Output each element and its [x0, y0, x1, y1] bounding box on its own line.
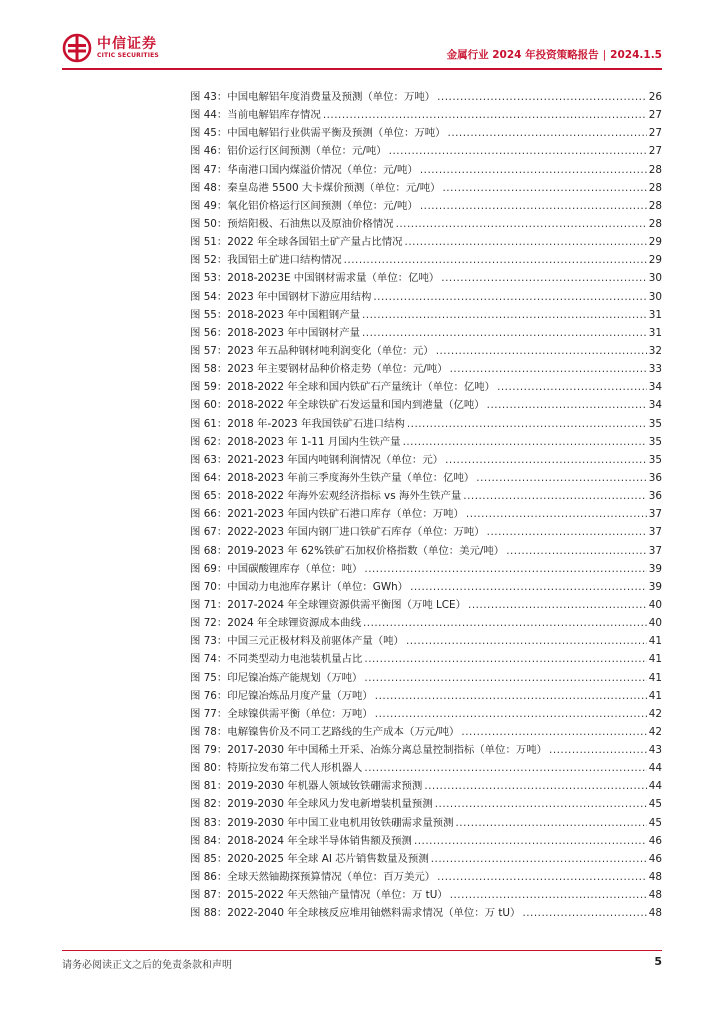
toc-entry-label: 图 55：2018-2023 年中国粗钢产量 [190, 308, 360, 321]
toc-entry[interactable] [190, 868, 662, 886]
toc-entry[interactable] [190, 596, 662, 614]
toc-entry[interactable] [190, 523, 662, 541]
toc-entry[interactable] [190, 832, 662, 850]
toc-entry-page: 41 [648, 689, 662, 702]
toc-entry[interactable] [190, 578, 662, 596]
toc-entry[interactable] [190, 342, 662, 360]
toc-entry-page: 41 [648, 635, 662, 648]
dot-leader [362, 306, 647, 324]
toc-entry[interactable] [190, 106, 662, 124]
toc-entry-label: 图 43：中国电解铝年度消费量及预测（单位：万吨） [190, 91, 436, 103]
toc-entry[interactable] [190, 161, 662, 179]
toc-entry[interactable] [190, 415, 662, 433]
toc-entry[interactable] [190, 324, 662, 342]
toc-entry-label: 图 46：铝价运行区间预测（单位：元/吨） [190, 145, 387, 158]
toc-entry[interactable] [190, 850, 662, 868]
dot-leader [396, 215, 647, 233]
toc-entry-page: 34 [648, 381, 662, 394]
toc-entry-page: 43 [648, 744, 662, 757]
toc-entry-label: 图 59：2018-2022 年全球和国内铁矿石产量统计（单位：亿吨） [190, 381, 496, 394]
toc-entry-page: 42 [648, 707, 662, 720]
toc-entry-page: 46 [648, 852, 662, 865]
toc-entry-page: 36 [648, 471, 662, 484]
toc-entry-page: 44 [648, 762, 662, 775]
toc-entry[interactable] [190, 269, 662, 287]
dot-leader [431, 850, 647, 868]
toc-entry-label: 图 52：我国铝土矿进口结构情况 [190, 254, 342, 267]
dot-leader [373, 288, 646, 306]
toc-entry-page: 45 [648, 798, 662, 811]
dot-leader [410, 578, 647, 596]
toc-entry-label: 图 45：中国电解铝行业供需平衡及预测（单位：万吨） [190, 127, 446, 140]
dot-leader [375, 705, 647, 723]
toc-entry[interactable] [190, 632, 662, 650]
dot-leader [522, 904, 646, 922]
toc-entry-page: 39 [648, 562, 662, 575]
toc-entry[interactable] [190, 741, 662, 759]
company-logo [62, 33, 159, 63]
footer-disclaimer: 请务必阅读正文之后的免责条款和声明 [62, 960, 232, 971]
dot-leader [487, 396, 647, 414]
dot-leader [437, 868, 647, 886]
dot-leader [364, 560, 646, 578]
toc-entry-page: 31 [648, 326, 662, 339]
dot-leader [461, 723, 646, 741]
toc-entry[interactable] [190, 251, 662, 269]
toc-entry-label: 图 82：2019-2030 年全球风力发电新增装机量预测 [190, 798, 433, 811]
toc-entry[interactable] [190, 904, 662, 922]
toc-entry-label: 图 72：2024 年全球锂资源成本曲线 [190, 617, 361, 630]
dot-leader [344, 251, 647, 269]
toc-entry[interactable] [190, 687, 662, 705]
toc-entry-label: 图 64：2018-2023 年前三季度海外生铁产量（单位：亿吨） [190, 471, 475, 484]
dot-leader [414, 832, 647, 850]
page-header [0, 0, 724, 72]
toc-entry-page: 37 [648, 526, 662, 539]
toc-entry-label: 图 63：2021-2023 年国内吨钢利润情况（单位：元） [190, 453, 444, 466]
toc-entry[interactable] [190, 614, 662, 632]
toc-entry-page: 35 [648, 435, 662, 448]
toc-entry-label: 图 77：全球镍供需平衡（单位：万吨） [190, 707, 373, 720]
toc-entry-label: 图 57：2023 年五品种钢材吨利润变化（单位：元） [190, 344, 434, 357]
toc-entry-label: 图 84：2018-2024 年全球半导体销售额及预测 [190, 834, 412, 847]
dot-leader [476, 469, 646, 487]
toc-entry[interactable] [190, 306, 662, 324]
dot-leader [443, 179, 647, 197]
toc-entry-page: 27 [648, 145, 662, 158]
toc-entry-label: 图 75：印尼镍冶炼产能规划（万吨） [190, 671, 363, 684]
toc-entry-page: 32 [648, 344, 662, 357]
toc-entry-label: 图 44：当前电解铝库存情况 [190, 109, 321, 122]
toc-entry-page: 35 [648, 417, 662, 430]
dot-leader [406, 632, 647, 650]
toc-entry-label: 图 88：2022-2040 年全球核反应堆用铀燃料需求情况（单位：万 tU） [190, 907, 521, 920]
toc-entry[interactable] [190, 179, 662, 197]
toc-entry-label: 图 53：2018-2023E 中国钢材需求量（单位：亿吨） [190, 272, 440, 285]
toc-entry[interactable] [190, 469, 662, 487]
toc-entry[interactable] [190, 142, 662, 160]
toc-entry-label: 图 50：预焙阳极、石油焦以及原油价格情况 [190, 217, 394, 230]
dot-leader [456, 814, 647, 832]
dot-leader [407, 415, 647, 433]
figure-index-list [190, 88, 662, 922]
dot-leader [403, 433, 647, 451]
toc-entry-page: 28 [648, 199, 662, 212]
toc-entry[interactable] [190, 795, 662, 813]
toc-entry[interactable] [190, 88, 662, 106]
dot-leader [506, 542, 647, 560]
toc-entry-label: 图 79：2017-2030 年中国稀土开采、冶炼分离总量控制指标（单位：万吨） [190, 744, 548, 757]
toc-entry-page: 33 [648, 363, 662, 376]
toc-entry-page: 28 [648, 163, 662, 176]
toc-entry[interactable] [190, 705, 662, 723]
toc-entry[interactable] [190, 814, 662, 832]
header-divider [62, 68, 662, 70]
toc-entry-label: 图 68：2019-2023 年 62%铁矿石加权价格指数（单位：美元/吨） [190, 544, 505, 557]
toc-entry[interactable] [190, 396, 662, 414]
dot-leader [436, 342, 647, 360]
toc-entry-label: 图 86：全球天然铀勘探预算情况（单位：百万美元） [190, 871, 436, 884]
toc-entry-label: 图 60：2018-2022 年全球铁矿石发运量和国内到港量（亿吨） [190, 399, 485, 412]
toc-entry-label: 图 81：2019-2030 年机器人领域钕铁硼需求预测 [190, 780, 423, 793]
toc-entry-label: 图 51：2022 年全球各国铝土矿产量占比情况 [190, 236, 403, 249]
toc-entry-page: 28 [648, 181, 662, 194]
toc-entry[interactable] [190, 505, 662, 523]
toc-entry[interactable] [190, 124, 662, 142]
page-number: 5 [654, 955, 662, 968]
dot-leader [424, 777, 646, 795]
toc-entry-page: 45 [648, 816, 662, 829]
dot-leader [445, 451, 647, 469]
report-title: 金属行业 2024 年投资策略报告 [446, 49, 599, 61]
toc-entry-label: 图 76：印尼镍冶炼品月度产量（万吨） [190, 689, 373, 702]
toc-entry[interactable] [190, 723, 662, 741]
dot-leader [389, 142, 647, 160]
toc-entry[interactable] [190, 560, 662, 578]
dot-leader [463, 487, 646, 505]
toc-entry-page: 44 [648, 780, 662, 793]
dot-leader [364, 669, 646, 687]
dot-leader [435, 795, 647, 813]
toc-entry-label: 图 56：2018-2023 年中国钢材产量 [190, 326, 360, 339]
toc-entry-page: 48 [648, 889, 662, 902]
toc-entry-page: 34 [648, 399, 662, 412]
toc-entry-page: 29 [648, 254, 662, 267]
dot-leader [448, 124, 647, 142]
toc-entry-label: 图 71：2017-2024 年全球锂资源供需平衡图（万吨 LCE） [190, 598, 467, 611]
toc-entry-label: 图 49：氧化铝价格运行区间预测（单位：元/吨） [190, 199, 418, 212]
toc-entry-page: 48 [648, 907, 662, 920]
dot-leader [364, 759, 646, 777]
toc-entry-page: 27 [648, 109, 662, 122]
toc-entry-page: 41 [648, 653, 662, 666]
toc-entry[interactable] [190, 360, 662, 378]
toc-entry-page: 48 [648, 871, 662, 884]
toc-entry-label: 图 62：2018-2023 年 1-11 月国内生铁产量 [190, 435, 401, 448]
toc-entry-page: 42 [648, 725, 662, 738]
toc-entry-page: 41 [648, 671, 662, 684]
dot-leader [549, 741, 647, 759]
toc-entry-label: 图 66：2021-2023 年国内铁矿石港口库存（单位：万吨） [190, 508, 464, 521]
dot-leader [420, 161, 647, 179]
dot-leader [437, 88, 647, 106]
dot-leader [468, 596, 647, 614]
toc-entry-label: 图 67：2022-2023 年国内钢厂进口铁矿石库存（单位：万吨） [190, 526, 485, 539]
toc-entry-label: 图 87：2015-2022 年天然铀产量情况（单位：万 tU） [190, 889, 448, 902]
toc-entry-label: 图 80：特斯拉发布第二代人形机器人 [190, 762, 363, 775]
toc-entry[interactable] [190, 197, 662, 215]
toc-entry-page: 31 [648, 308, 662, 321]
toc-entry[interactable] [190, 288, 662, 306]
toc-entry[interactable] [190, 215, 662, 233]
toc-entry-page: 30 [648, 272, 662, 285]
toc-entry-page: 40 [648, 598, 662, 611]
toc-entry-label: 图 73：中国三元正极材料及前驱体产量（吨） [190, 635, 404, 648]
dot-leader [441, 269, 646, 287]
toc-entry-label: 图 47：华南港口国内煤溢价情况（单位：元/吨） [190, 163, 418, 176]
dot-leader [450, 886, 647, 904]
toc-entry[interactable] [190, 777, 662, 795]
toc-entry-label: 图 85：2020-2025 年全球 AI 芯片销售数量及预测 [190, 852, 429, 865]
dot-leader [364, 650, 646, 668]
toc-entry[interactable] [190, 542, 662, 560]
toc-entry[interactable] [190, 487, 662, 505]
citic-logo-icon [62, 33, 92, 63]
dot-leader [466, 505, 647, 523]
toc-entry-label: 图 70：中国动力电池库存累计（单位：GWh） [190, 580, 409, 593]
dot-leader [363, 614, 647, 632]
toc-entry-page: 35 [648, 453, 662, 466]
toc-entry-page: 36 [648, 490, 662, 503]
toc-entry[interactable] [190, 669, 662, 687]
toc-entry[interactable] [190, 451, 662, 469]
dot-leader [487, 523, 647, 541]
toc-entry-page: 26 [648, 91, 662, 103]
dot-leader [362, 324, 647, 342]
toc-entry-label: 图 78：电解镍售价及不同工艺路线的生产成本（万元/吨） [190, 725, 460, 738]
toc-entry-label: 图 74：不同类型动力电池装机量占比 [190, 653, 363, 666]
toc-entry-page: 28 [648, 217, 662, 230]
toc-entry-label: 图 61：2018 年-2023 年我国铁矿石进口结构 [190, 417, 405, 430]
dot-leader [420, 197, 647, 215]
toc-entry-page: 27 [648, 127, 662, 140]
toc-entry[interactable] [190, 650, 662, 668]
report-header-info [447, 47, 662, 62]
toc-entry-label: 图 58：2023 年主要钢材品种价格走势（单位：元/吨） [190, 363, 448, 376]
toc-entry-label: 图 69：中国碳酸锂库存（单位：吨） [190, 562, 363, 575]
toc-entry-label: 图 83：2019-2030 年中国工业电机用钕铁硼需求量预测 [190, 816, 454, 829]
dot-leader [375, 687, 647, 705]
toc-entry[interactable] [190, 433, 662, 451]
dot-leader [405, 233, 647, 251]
header-separator: | [602, 49, 607, 61]
toc-entry[interactable] [190, 378, 662, 396]
toc-entry-label: 图 54：2023 年中国钢材下游应用结构 [190, 290, 372, 303]
dot-leader [497, 378, 647, 396]
report-date: 2024.1.5 [610, 49, 662, 61]
toc-entry-page: 37 [648, 508, 662, 521]
toc-entry-label: 图 65：2018-2022 年海外宏观经济指标 vs 海外生铁产量 [190, 490, 462, 503]
dot-leader [450, 360, 647, 378]
toc-entry[interactable] [190, 233, 662, 251]
toc-entry-page: 40 [648, 617, 662, 630]
dot-leader [323, 106, 647, 124]
toc-entry-page: 30 [648, 290, 662, 303]
toc-entry[interactable] [190, 759, 662, 777]
toc-entry-page: 37 [648, 544, 662, 557]
toc-entry-page: 29 [648, 236, 662, 249]
toc-entry-page: 39 [648, 580, 662, 593]
toc-entry-page: 46 [648, 834, 662, 847]
toc-entry-label: 图 48：秦皇岛港 5500 大卡煤价预测（单位：元/吨） [190, 181, 441, 194]
brand-name-en: CITIC SECURITIES [97, 52, 159, 59]
brand-name-cn: 中信证券 [97, 36, 157, 52]
footer-divider [62, 950, 662, 951]
toc-entry[interactable] [190, 886, 662, 904]
